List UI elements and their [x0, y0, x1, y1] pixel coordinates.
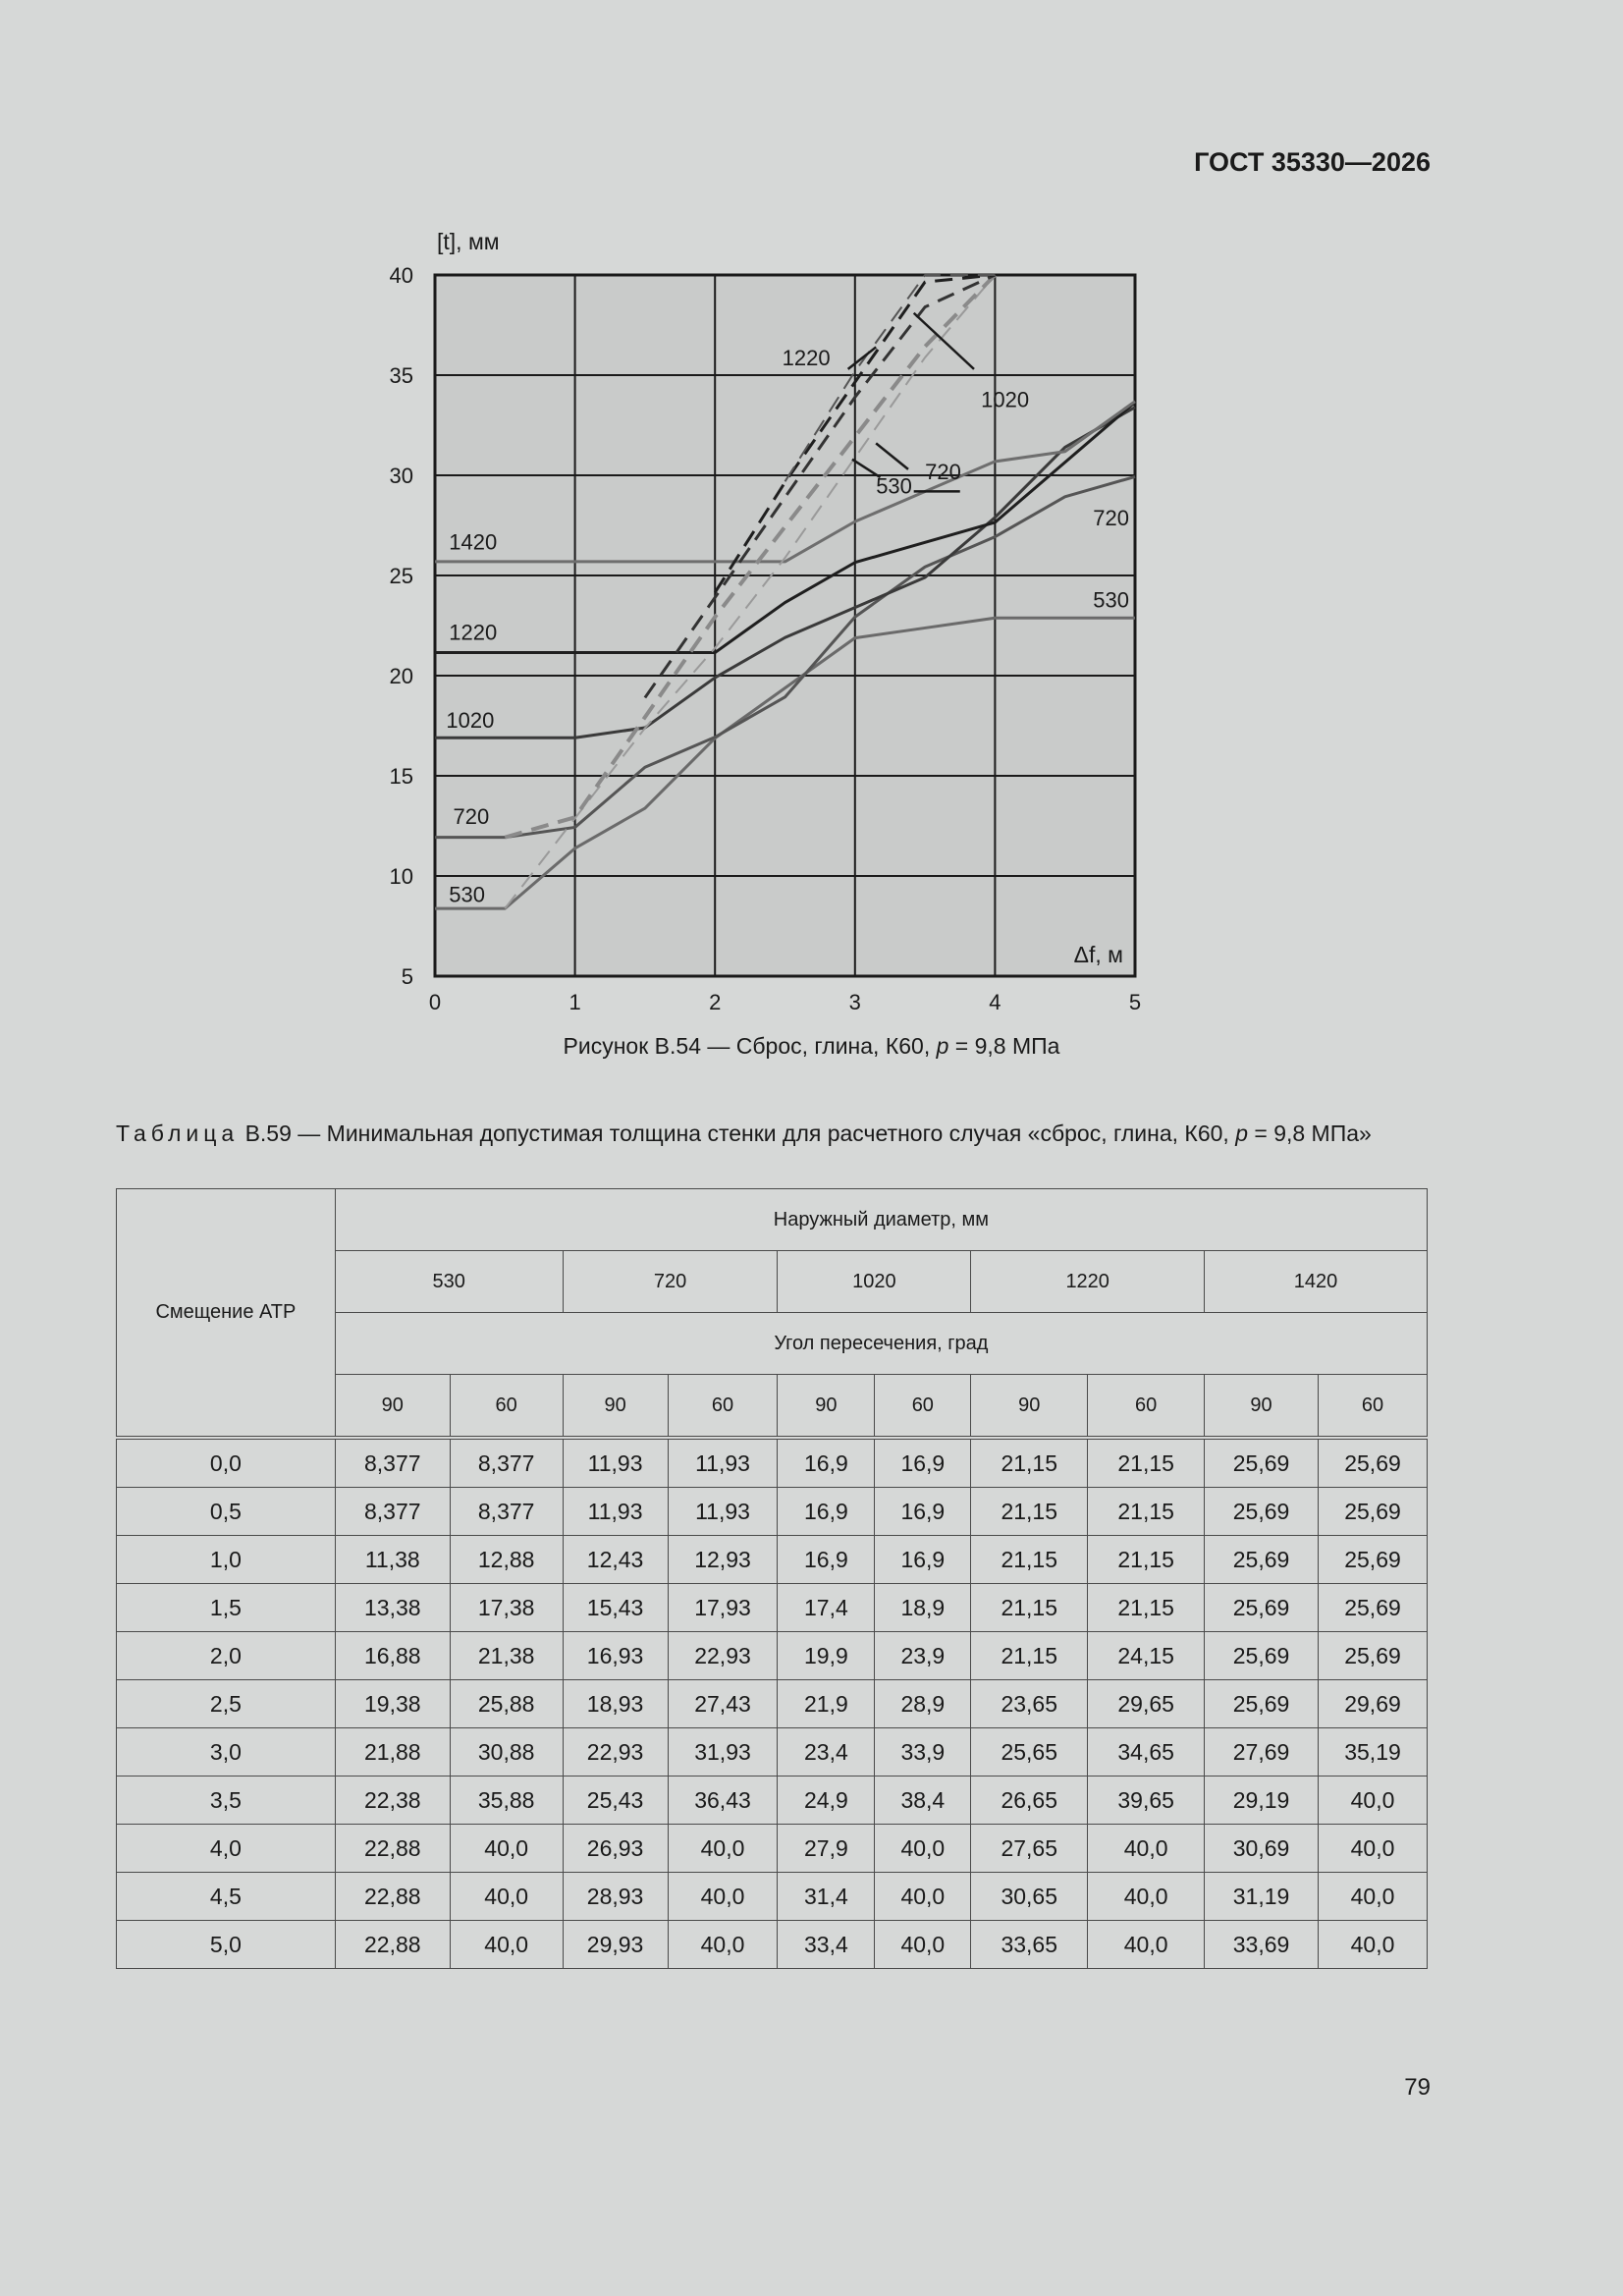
row-header-cell: Смещение АТР [117, 1189, 336, 1439]
thickness-cell: 27,65 [971, 1825, 1088, 1873]
thickness-cell: 23,4 [778, 1728, 875, 1777]
thickness-cell: 31,19 [1205, 1873, 1319, 1921]
thickness-cell: 40,0 [450, 1873, 563, 1921]
curve-label: 720 [453, 803, 490, 829]
thickness-cell: 28,9 [875, 1680, 971, 1728]
x-tick-label: 5 [1128, 990, 1142, 1014]
standard-code: ГОСТ 35330—2026 [1194, 147, 1431, 177]
thickness-cell: 21,15 [1088, 1584, 1205, 1632]
thickness-cell: 25,69 [1319, 1632, 1428, 1680]
thickness-cell: 11,93 [668, 1438, 778, 1488]
offset-cell: 1,0 [117, 1536, 336, 1584]
thickness-cell: 25,69 [1319, 1536, 1428, 1584]
offset-cell: 4,5 [117, 1873, 336, 1921]
thickness-cell: 40,0 [668, 1873, 778, 1921]
thickness-cell: 18,9 [875, 1584, 971, 1632]
curve-label: 720 [1093, 506, 1129, 530]
x-tick-label: 1 [568, 990, 581, 1014]
offset-cell: 0,0 [117, 1438, 336, 1488]
table-row [117, 1488, 1428, 1536]
diameter-header-cell: 1220 [971, 1251, 1205, 1313]
plot-area [435, 275, 1135, 976]
thickness-cell: 30,65 [971, 1873, 1088, 1921]
offset-cell: 3,5 [117, 1777, 336, 1825]
thickness-cell: 21,9 [778, 1680, 875, 1728]
thickness-cell: 40,0 [875, 1921, 971, 1969]
thickness-cell: 40,0 [1088, 1921, 1205, 1969]
thickness-cell: 21,15 [971, 1536, 1088, 1584]
thickness-cell: 11,38 [335, 1536, 450, 1584]
offset-cell: 5,0 [117, 1921, 336, 1969]
thickness-cell: 13,38 [335, 1584, 450, 1632]
diameter-header-cell: 1020 [778, 1251, 971, 1313]
curve-label: 1420 [449, 529, 498, 555]
thickness-cell: 16,88 [335, 1632, 450, 1680]
thickness-cell: 21,15 [971, 1488, 1088, 1536]
angle-value-cell: 60 [450, 1375, 563, 1439]
thickness-cell: 11,93 [563, 1488, 668, 1536]
curve-label: 530 [1093, 587, 1129, 613]
curve-label: 1220 [782, 345, 831, 370]
table-row [117, 1921, 1428, 1969]
y-axis-label: [t], мм [437, 229, 500, 254]
curve-label: 720 [925, 460, 961, 485]
angle-value-cell: 90 [971, 1375, 1088, 1439]
y-tick-label: 35 [389, 363, 413, 388]
angle-value-cell: 60 [1088, 1375, 1205, 1439]
table-caption: Таблица В.59 — Минимальная допустимая толщина стенки для расчетного случая «сброс, глина, К60, p = 9,8 МПа» [116, 1121, 1372, 1146]
thickness-cell: 29,69 [1319, 1680, 1428, 1728]
offset-cell: 2,0 [117, 1632, 336, 1680]
thickness-cell: 17,38 [450, 1584, 563, 1632]
thickness-cell: 22,88 [335, 1825, 450, 1873]
offset-cell: 1,5 [117, 1584, 336, 1632]
thickness-cell: 16,9 [778, 1536, 875, 1584]
thickness-cell: 12,93 [668, 1536, 778, 1584]
thickness-cell: 12,43 [563, 1536, 668, 1584]
thickness-cell: 40,0 [875, 1873, 971, 1921]
thickness-cell: 12,88 [450, 1536, 563, 1584]
y-tick-label: 5 [401, 964, 413, 989]
diameter-header-cell: 530 [335, 1251, 563, 1313]
thickness-cell: 40,0 [1088, 1825, 1205, 1873]
curve-label: 1220 [449, 620, 498, 645]
thickness-cell: 21,15 [1088, 1488, 1205, 1536]
thickness-cell: 38,4 [875, 1777, 971, 1825]
table-row [117, 1680, 1428, 1728]
thickness-cell: 16,9 [875, 1488, 971, 1536]
thickness-cell: 33,69 [1205, 1921, 1319, 1969]
thickness-cell: 19,9 [778, 1632, 875, 1680]
thickness-cell: 25,69 [1205, 1438, 1319, 1488]
table-row [117, 1584, 1428, 1632]
thickness-cell: 40,0 [1319, 1825, 1428, 1873]
table-row [117, 1728, 1428, 1777]
y-tick-label: 15 [389, 764, 413, 789]
thickness-cell: 31,4 [778, 1873, 875, 1921]
thickness-cell: 29,93 [563, 1921, 668, 1969]
y-tick-label: 40 [389, 263, 413, 288]
angle-value-cell: 60 [1319, 1375, 1428, 1439]
angle-value-cell: 90 [335, 1375, 450, 1439]
thickness-cell: 21,88 [335, 1728, 450, 1777]
offset-cell: 0,5 [117, 1488, 336, 1536]
thickness-cell: 24,9 [778, 1777, 875, 1825]
thickness-cell: 15,43 [563, 1584, 668, 1632]
curve-label: 530 [876, 473, 912, 499]
thickness-cell: 25,43 [563, 1777, 668, 1825]
thickness-cell: 40,0 [1088, 1873, 1205, 1921]
thickness-cell: 34,65 [1088, 1728, 1205, 1777]
x-axis-label: Δf, м [1073, 942, 1123, 967]
thickness-cell: 25,69 [1319, 1438, 1428, 1488]
thickness-cell: 28,93 [563, 1873, 668, 1921]
offset-cell: 2,5 [117, 1680, 336, 1728]
thickness-cell: 18,93 [563, 1680, 668, 1728]
curve-label: 1020 [446, 708, 495, 734]
thickness-cell: 25,69 [1205, 1488, 1319, 1536]
thickness-cell: 25,69 [1205, 1632, 1319, 1680]
thickness-cell: 25,69 [1319, 1488, 1428, 1536]
thickness-cell: 11,93 [668, 1488, 778, 1536]
angle-value-cell: 90 [1205, 1375, 1319, 1439]
page-number: 79 [1404, 2074, 1431, 2101]
thickness-cell: 40,0 [668, 1825, 778, 1873]
thickness-cell: 40,0 [450, 1921, 563, 1969]
thickness-cell: 25,65 [971, 1728, 1088, 1777]
x-tick-label: 3 [848, 990, 861, 1014]
thickness-cell: 16,9 [778, 1438, 875, 1488]
y-tick-label: 30 [389, 464, 413, 488]
thickness-cell: 22,88 [335, 1873, 450, 1921]
thickness-cell: 17,4 [778, 1584, 875, 1632]
diameter-header-cell: 1420 [1205, 1251, 1428, 1313]
thickness-cell: 8,377 [450, 1488, 563, 1536]
angle-value-cell: 60 [668, 1375, 778, 1439]
thickness-cell: 22,93 [563, 1728, 668, 1777]
thickness-cell: 8,377 [450, 1438, 563, 1488]
thickness-cell: 29,65 [1088, 1680, 1205, 1728]
thickness-cell: 21,15 [1088, 1536, 1205, 1584]
thickness-cell: 40,0 [450, 1825, 563, 1873]
thickness-chart [0, 0, 1623, 1021]
thickness-cell: 26,93 [563, 1825, 668, 1873]
thickness-cell: 27,69 [1205, 1728, 1319, 1777]
thickness-cell: 22,93 [668, 1632, 778, 1680]
table-row [117, 1536, 1428, 1584]
offset-cell: 3,0 [117, 1728, 336, 1777]
angle-header-cell: Угол пересечения, град [335, 1313, 1427, 1375]
table-row [117, 1438, 1428, 1488]
thickness-cell: 33,4 [778, 1921, 875, 1969]
thickness-cell: 40,0 [668, 1921, 778, 1969]
diameter-header-cell: 720 [563, 1251, 778, 1313]
thickness-cell: 29,19 [1205, 1777, 1319, 1825]
thickness-cell: 25,88 [450, 1680, 563, 1728]
thickness-cell: 22,38 [335, 1777, 450, 1825]
group-header-cell: Наружный диаметр, мм [335, 1189, 1427, 1251]
thickness-cell: 11,93 [563, 1438, 668, 1488]
thickness-cell: 35,88 [450, 1777, 563, 1825]
thickness-cell: 21,15 [971, 1632, 1088, 1680]
thickness-cell: 22,88 [335, 1921, 450, 1969]
table-row [117, 1825, 1428, 1873]
thickness-cell: 27,43 [668, 1680, 778, 1728]
thickness-cell: 17,93 [668, 1584, 778, 1632]
thickness-cell: 30,69 [1205, 1825, 1319, 1873]
thickness-cell: 27,9 [778, 1825, 875, 1873]
thickness-cell: 21,15 [1088, 1438, 1205, 1488]
thickness-cell: 21,15 [971, 1584, 1088, 1632]
thickness-cell: 16,9 [875, 1536, 971, 1584]
thickness-cell: 24,15 [1088, 1632, 1205, 1680]
y-tick-label: 20 [389, 664, 413, 688]
thickness-cell: 40,0 [875, 1825, 971, 1873]
curve-label: 530 [449, 882, 485, 907]
table-row [117, 1873, 1428, 1921]
x-tick-label: 2 [709, 990, 722, 1014]
y-tick-label: 10 [389, 864, 413, 889]
thickness-cell: 16,9 [875, 1438, 971, 1488]
offset-cell: 4,0 [117, 1825, 336, 1873]
thickness-cell: 33,9 [875, 1728, 971, 1777]
x-tick-label: 4 [989, 990, 1001, 1014]
thickness-cell: 23,9 [875, 1632, 971, 1680]
curve-label: 1020 [981, 387, 1030, 412]
thickness-cell: 36,43 [668, 1777, 778, 1825]
thickness-cell: 25,69 [1319, 1584, 1428, 1632]
x-tick-label: 0 [428, 990, 442, 1014]
thickness-cell: 40,0 [1319, 1921, 1428, 1969]
angle-value-cell: 60 [875, 1375, 971, 1439]
thickness-cell: 16,93 [563, 1632, 668, 1680]
thickness-cell: 26,65 [971, 1777, 1088, 1825]
thickness-cell: 39,65 [1088, 1777, 1205, 1825]
thickness-cell: 25,69 [1205, 1584, 1319, 1632]
thickness-cell: 8,377 [335, 1438, 450, 1488]
table-row [117, 1777, 1428, 1825]
thickness-cell: 25,69 [1205, 1536, 1319, 1584]
angle-value-cell: 90 [563, 1375, 668, 1439]
thickness-cell: 25,69 [1205, 1680, 1319, 1728]
figure-caption: Рисунок В.54 — Сброс, глина, К60, p = 9,8 МПа [563, 1033, 1060, 1059]
thickness-cell: 35,19 [1319, 1728, 1428, 1777]
thickness-cell: 30,88 [450, 1728, 563, 1777]
table-row [117, 1632, 1428, 1680]
thickness-cell: 8,377 [335, 1488, 450, 1536]
thickness-table [116, 1188, 1428, 1969]
thickness-cell: 21,15 [971, 1438, 1088, 1488]
y-tick-label: 25 [389, 564, 413, 588]
thickness-cell: 19,38 [335, 1680, 450, 1728]
thickness-cell: 23,65 [971, 1680, 1088, 1728]
thickness-cell: 40,0 [1319, 1777, 1428, 1825]
thickness-cell: 31,93 [668, 1728, 778, 1777]
thickness-cell: 33,65 [971, 1921, 1088, 1969]
thickness-cell: 21,38 [450, 1632, 563, 1680]
thickness-cell: 16,9 [778, 1488, 875, 1536]
angle-value-cell: 90 [778, 1375, 875, 1439]
thickness-cell: 40,0 [1319, 1873, 1428, 1921]
